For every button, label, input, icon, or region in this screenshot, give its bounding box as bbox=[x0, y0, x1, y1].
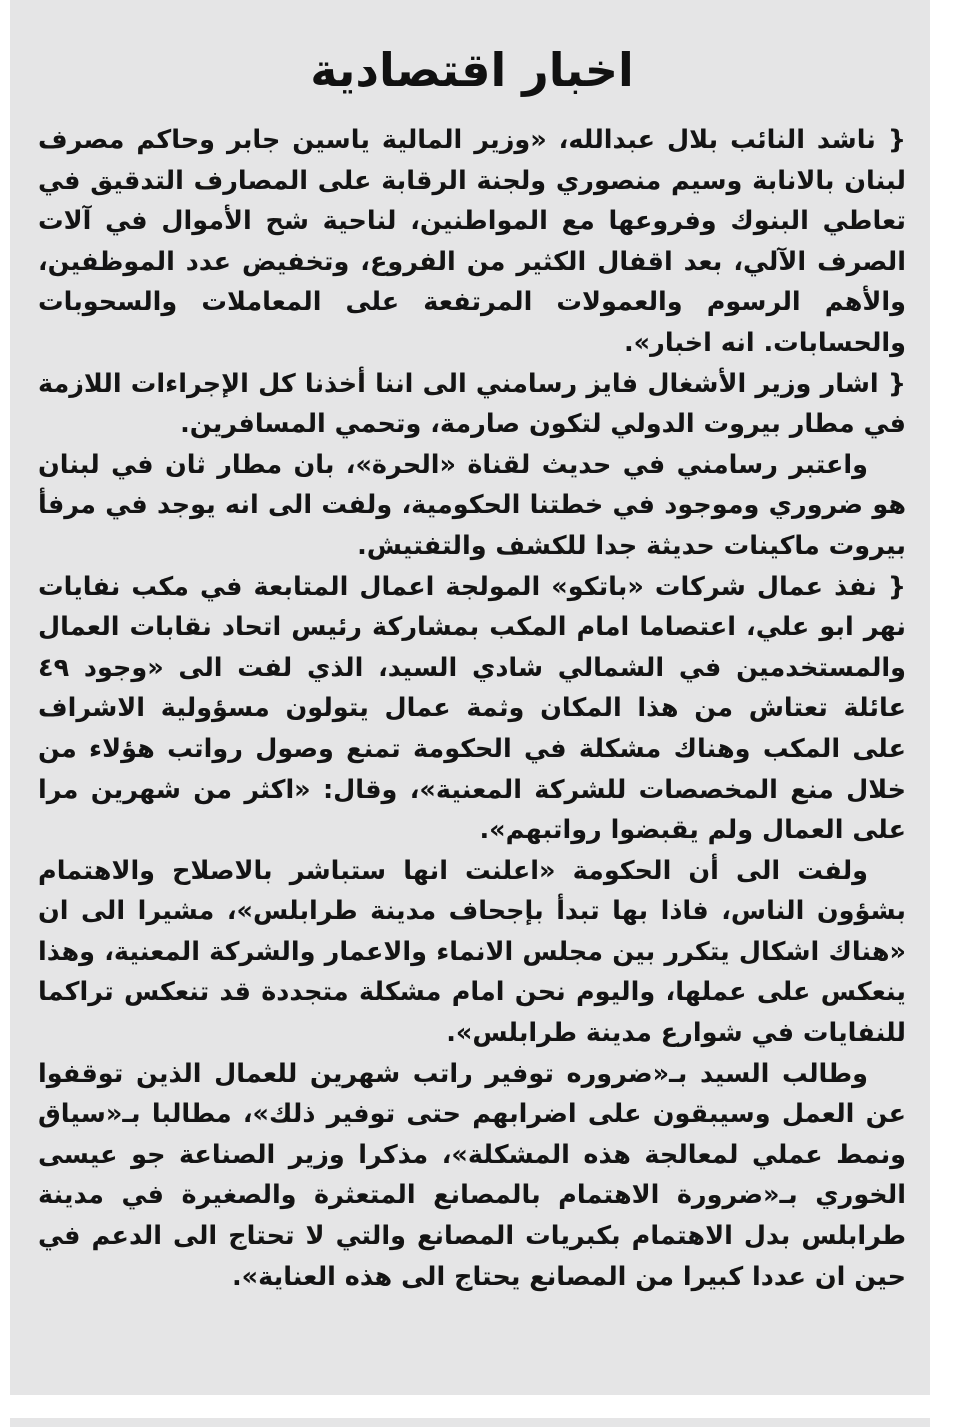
paragraph-bilal-abdallah: { ناشد النائب بلال عبدالله، «وزير المالية ياسين جابر وحاكم مصرف لبنان بالانابة وسيم منصوري ولجنة الرقابة على المصارف التدقيق في تعاطي البنوك وفروعها مع المواطنين، لناحية شح الأموال في آلات الصرف الآلي، بعد اقفال الكثير من الفروع، وتخفيض عدد الموظفين، والأهم الرسوم والعمولات المرتفعة على المعاملات والسحوبات والحسابات. انه اخبار». bbox=[38, 125, 906, 358]
article-title: اخبار اقتصادية bbox=[310, 43, 634, 97]
paragraph-batco-workers: { نفذ عمال شركات «باتكو» المولجة اعمال المتابعة في مكب نفايات نهر ابو علي، اعتصاما امام المكب بمشاركة رئيس اتحاد نقابات العمال والمستخدمين في الشمالي شادي السيد، الذي لفت الى «وجود ٤٩ عائلة تعتاش من هذا المكان وثمة عمال يتولون مسؤولية الاشراف على المكب وهناك مشكلة في الحكومة تمنع وصول رواتب هؤلاء من خلال منع المخصصات للشركة المعنية»، وقال: «اكثر من شهرين مرا على العمال ولم يقبضوا رواتبهم». bbox=[38, 571, 906, 846]
next-article-strip bbox=[10, 1418, 930, 1427]
paragraph-second-airport: واعتبر رسامني في حديث لقناة «الحرة»، بان مطار ثان في لبنان هو ضروري وموجود في خطتنا الحكومية، ولفت الى انه يوجد في مرفأ بيروت ماكينات حديثة جدا للكشف والتفتيش. bbox=[38, 449, 906, 561]
paragraph-government-tripoli: ولفت الى أن الحكومة «اعلنت انها ستباشر بالاصلاح والاهتمام بشؤون الناس، فاذا بها تبدأ بإجحاف مدينة طرابلس»، مشيرا الى ان «هناك اشكال يتكرر بين مجلس الانماء والاعمار والشركة المعنية، وهذا ينعكس على عملها، واليوم نحن امام مشكلة متجددة قد تنعكس تراكما للنفايات في شوارع مدينة طرابلس». bbox=[38, 855, 906, 1049]
news-article bbox=[10, 0, 930, 1395]
article-body bbox=[38, 120, 906, 1297]
paragraph-rasamni-airport: { اشار وزير الأشغال فايز رسامني الى اننا أخذنا كل الإجراءات اللازمة في مطار بيروت الدولي لتكون صارمة، وتحمي المسافرين. bbox=[38, 368, 906, 440]
paragraph-salaries-demand: وطالب السيد بـ«ضروره توفير راتب شهرين للعمال الذين توقفوا عن العمل وسيبقون على اضرابهم حتى توفير ذلك»، مطالبا بـ«سياق ونمط عملي لمعالجة هذه المشكلة»، مذكرا وزير الصناعة جو عيسى الخوري بـ«ضرورة الاهتمام بالمصانع المتعثرة والصغيرة في مدينة طرابلس بدل الاهتمام بكبريات المصانع والتي لا تحتاج الى الدعم في حين ان عددا كبيرا من المصانع يحتاج الى هذه العناية». bbox=[38, 1058, 906, 1292]
